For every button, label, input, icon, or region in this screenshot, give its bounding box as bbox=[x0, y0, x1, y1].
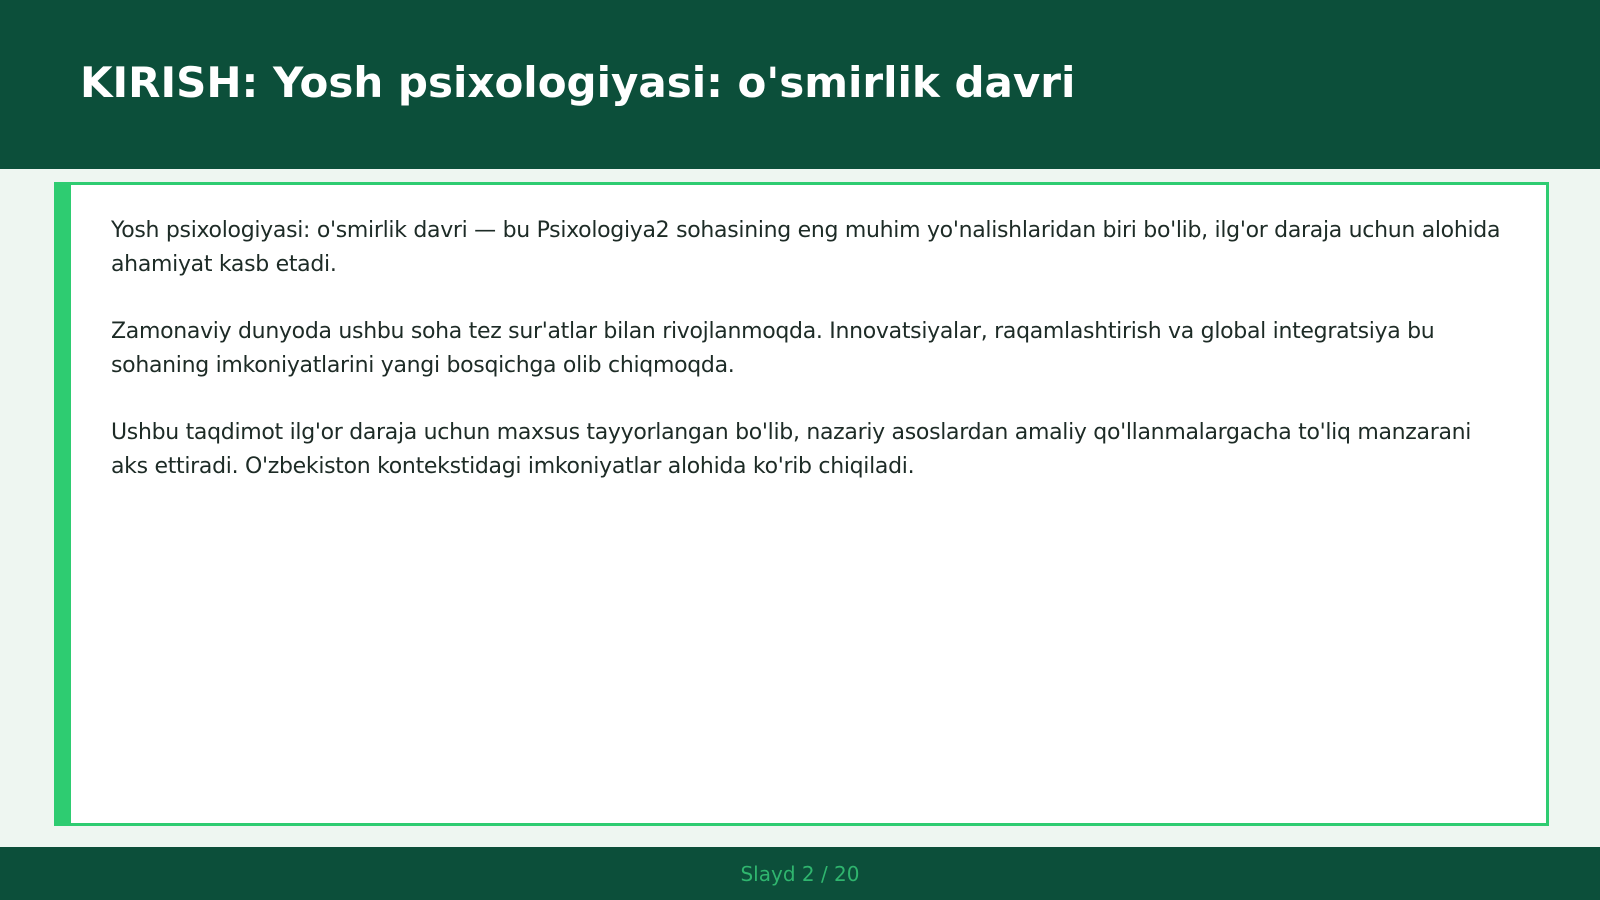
content-body bbox=[111, 214, 1511, 517]
intro-paragraph: Yosh psixologiyasi: o'smirlik davri — bu Psixologiya2 sohasining eng muhim yo'nalishlaridan biri bo'lib, ilg'or daraja uchun alohida ahamiyat kasb etadi. bbox=[111, 218, 1501, 277]
slide-header bbox=[0, 0, 1600, 169]
slide-title: KIRISH: Yosh psixologiyasi: o'smirlik davri bbox=[80, 58, 1076, 107]
content-card bbox=[54, 182, 1549, 826]
slide-counter: Slayd 2 / 20 bbox=[740, 862, 860, 886]
presentation-purpose-paragraph: Ushbu taqdimot ilg'or daraja uchun maxsus tayyorlangan bo'lib, nazariy asoslardan amaliy qo'llanmalargacha to'liq manzarani aks ettiradi. O'zbekiston kontekstidagi imkoniyatlar alohida ko'rib chiqiladi. bbox=[111, 420, 1472, 479]
modern-world-paragraph: Zamonaviy dunyoda ushbu soha tez sur'atlar bilan rivojlanmoqda. Innovatsiyalar, raqamlashtirish va global integratsiya bu sohaning imkoniyatlarini yangi bosqichga olib chiqmoqda. bbox=[111, 319, 1435, 378]
slide-footer bbox=[0, 847, 1600, 900]
